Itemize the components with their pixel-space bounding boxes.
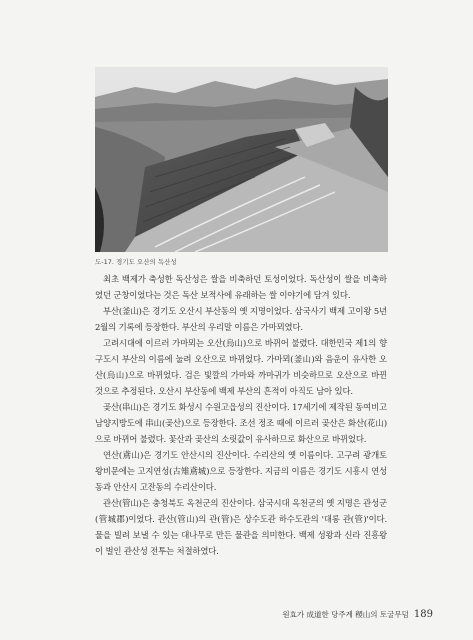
figure-caption: 도-17. 경기도 오산의 독산성 — [95, 258, 177, 266]
paragraph: 연산(鳶山)은 경기도 안산시의 진산이다. 수리산의 옛 이름이다. 고구려 광개토왕비문에는 고지연성(古雉鳶城)으로 등장한다. 지금의 이름은 경기도 시흥시 연성동과 안산시 고잔동의 수리산이다. — [95, 450, 387, 492]
running-title: 원효가 成道한 당주계 稷山의 토굴무덤 — [282, 610, 409, 619]
page-number: 189 — [413, 609, 433, 620]
paragraph: 최초 백제가 축성한 독산성은 쌀을 비축하던 토성이었다. 독산성이 쌀을 비축하였던 군창이었다는 것은 독산 보적사에 유래하는 쌀 이야기에 담겨 있다. — [95, 274, 387, 300]
fortress-photo-image — [95, 67, 388, 252]
body-text — [95, 271, 387, 559]
paragraph: 고려시대에 이르러 가마뫼는 오산(烏山)으로 바뀌어 불렸다. 대한민국 제1의 향구도시 부산의 이름에 눌려 오산으로 바뀌었다. 가마뫼(釜山)와 음운이 유사한 오산(烏山)으로 바뀌었다. 검은 빛깔의 가마와 까마귀가 비슷하므로 오산으로 바뀐 것으로 추정된다. 오산시 부산동에 백제 부산의 흔적이 아직도 남아 있다. — [95, 338, 387, 396]
page-footer — [255, 609, 433, 620]
paragraph: 부산(釜山)은 경기도 오산시 부산동의 옛 지명이었다. 삼국사기 백제 고이왕 5년 2월의 기록에 등장한다. 부산의 우리말 이름은 가마뫼였다. — [95, 306, 387, 332]
paragraph: 곶산(串山)은 경기도 화성시 수원고읍성의 진산이다. 17세기에 제작된 동여비고 남양지방도에 串山(곶산)으로 등장한다. 조선 정조 때에 이르러 곶산은 화산(花山)으로 바뀌어 불렸다. 꽃산과 곶산의 소릿값이 유사하므로 화산으로 바뀌었다. — [95, 402, 387, 444]
paragraph: 관산(管山)은 충청북도 옥천군의 진산이다. 삼국시대 옥천군의 옛 지명은 관성군(管城郡)이었다. 관산(管山)의 관(管)은 상수도관 하수도관의 '대롱 관(管)'이다. 물을 빌려 보낼 수 있는 대나무로 만든 물관을 의미한다. 백제 성왕과 신라 진흥왕이 벌인 관산성 전투는 처절하였다. — [95, 498, 387, 556]
fortress-photo — [95, 67, 388, 252]
